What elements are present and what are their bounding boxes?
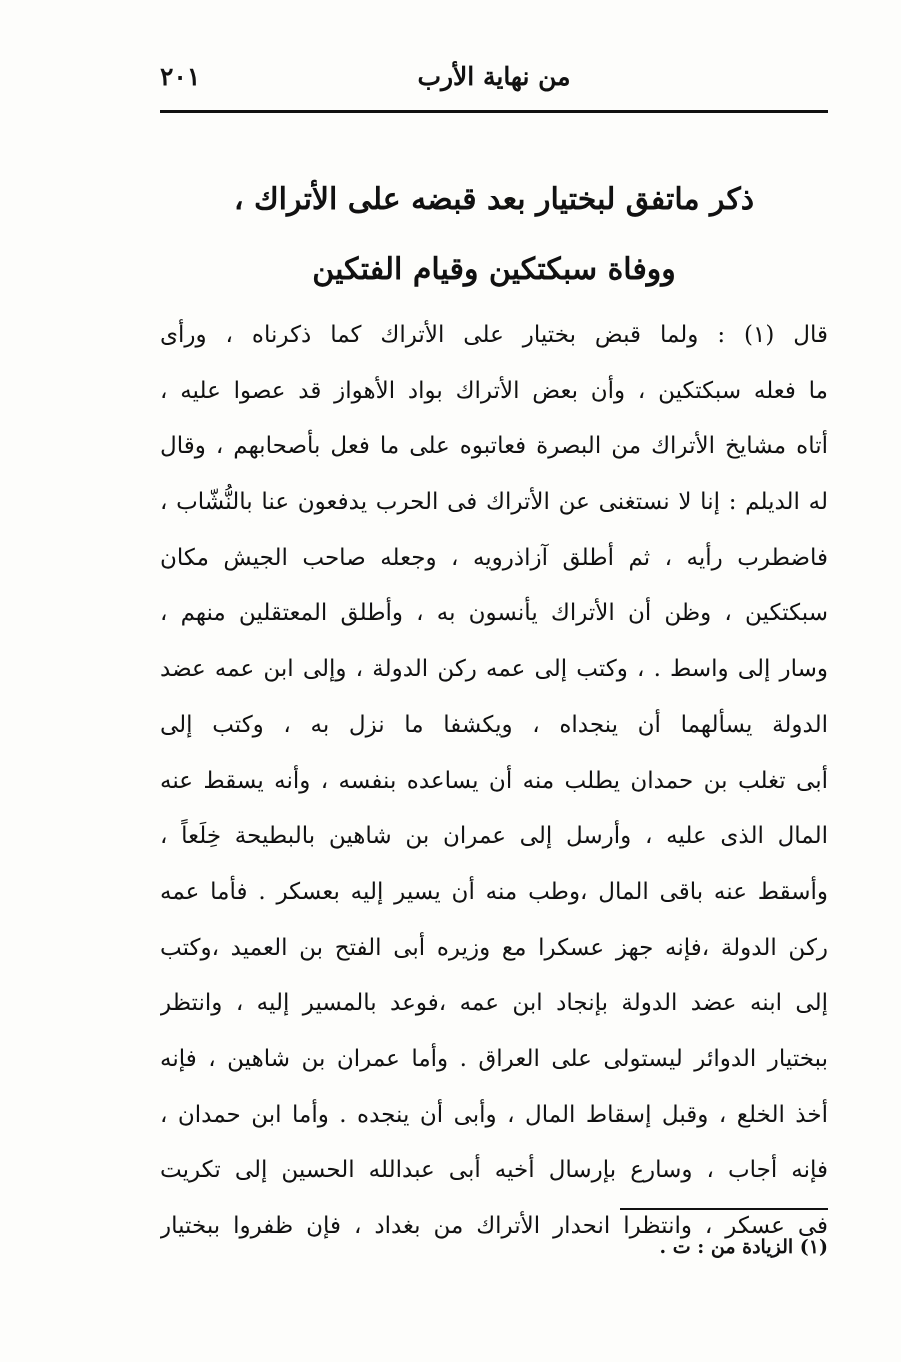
body-line: أتاه مشايخ الأتراك من البصرة فعاتبوه على ما فعل بأصحابهم ، وقال: [160, 433, 828, 460]
header-rule: [160, 110, 828, 113]
body-line: فإنه أجاب ، وسارع بإرسال أخيه أبى عبدالله الحسين إلى تكريت: [160, 1157, 828, 1184]
body-line: فى عسكر ، وانتظرا انحدار الأتراك من بغداد ، فإن ظفروا ببختيار: [160, 1213, 828, 1239]
body-line: أخذ الخلع ، وقبل إسقاط المال ، وأبى أن ينجده . وأما ابن حمدان ،: [160, 1101, 828, 1128]
body-line: وسار إلى واسط . ، وكتب إلى عمه ركن الدولة ، وإلى ابن عمه عضد: [160, 656, 828, 683]
body-line: ببختيار الدوائر ليستولى على العراق . وأما عمران بن شاهين ، فإنه: [160, 1045, 828, 1072]
body-line: المال الذى عليه ، وأرسل إلى عمران بن شاهين بالبطيحة خِلَعاً ،: [160, 823, 828, 850]
body-text: [160, 308, 828, 1255]
body-line: وأسقط عنه باقى المال ،وطب منه أن يسير إليه بعسكر . فأما عمه: [160, 878, 828, 905]
footnote-rule: [620, 1208, 828, 1210]
body-line: أبى تغلب بن حمدان يطلب منه أن يساعده بنفسه ، وأنه يسقط عنه: [160, 767, 828, 794]
footnote: (١) الزيادة من : ت .: [659, 1236, 828, 1258]
body-line: إلى ابنه عضد الدولة بإنجاد ابن عمه ،فوعد بالمسير إليه ، وانتظر: [160, 990, 828, 1017]
body-line: قال (١) : ولما قبض بختيار على الأتراك كما ذكرناه ، ورأى: [160, 322, 828, 348]
body-line: ما فعله سبكتكين ، وأن بعض الأتراك بواد الأهواز قد عصوا عليه ،: [160, 377, 828, 404]
body-line: الدولة يسألهما أن ينجداه ، ويكشفا ما نزل به ، وكتب إلى: [160, 711, 828, 738]
section-title-line-2: ووفاة سبكتكين وقيام الفتكين: [312, 252, 676, 287]
page-number: ٢٠١: [160, 62, 201, 91]
running-header: [160, 58, 828, 102]
body-line: فاضطرب رأيه ، ثم أطلق آزاذرويه ، وجعله صاحب الجيش مكان: [160, 544, 828, 571]
body-line: ركن الدولة ،فإنه جهز عسكرا مع وزيره أبى الفتح بن العميد ،وكتب: [160, 934, 828, 961]
body-line: له الديلم : إنا لا نستغنى عن الأتراك فى الحرب يدفعون عنا بالنُّشّاب ،: [160, 489, 828, 516]
running-title: من نهاية الأرب: [417, 62, 571, 91]
section-title-line-1: ذكر ماتفق لبختيار بعد قبضه على الأتراك ،: [233, 182, 755, 217]
body-line: سبكتكين ، وظن أن الأتراك يأنسون به ، وأطلق المعتقلين منهم ،: [160, 600, 828, 627]
